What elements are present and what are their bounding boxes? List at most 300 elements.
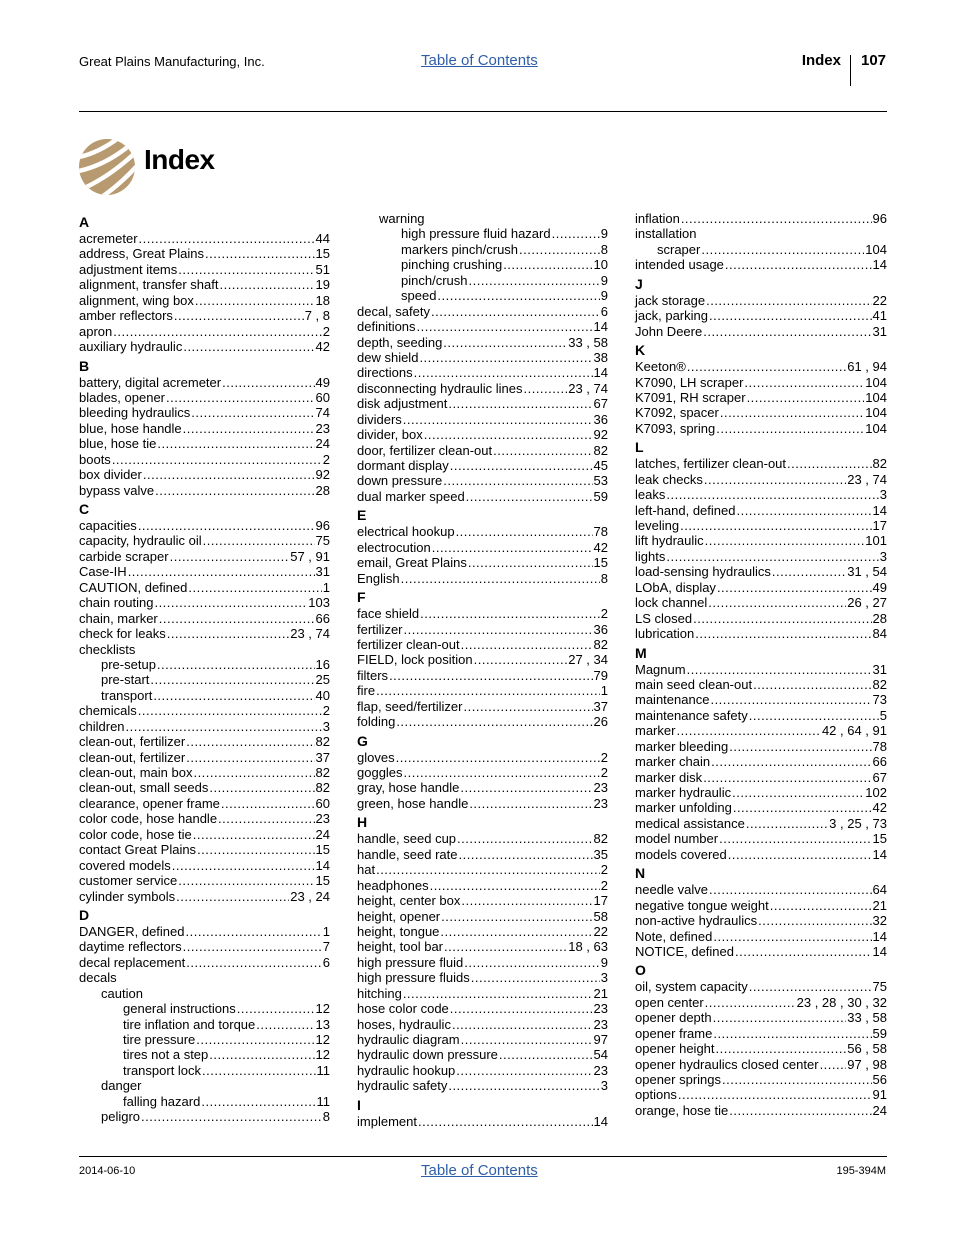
index-entry-pages[interactable]: 82 bbox=[315, 780, 330, 796]
index-entry[interactable] bbox=[635, 518, 887, 533]
index-entry[interactable] bbox=[79, 467, 330, 482]
index-entry[interactable] bbox=[79, 324, 330, 339]
toc-link-header[interactable]: Table of Contents bbox=[421, 52, 538, 69]
index-entry[interactable] bbox=[635, 754, 887, 769]
index-entry-pages[interactable]: 3 bbox=[600, 1078, 608, 1094]
index-entry-pages[interactable]: 3 bbox=[879, 548, 887, 564]
index-entry-pages[interactable]: 12 bbox=[315, 1032, 330, 1047]
index-entry[interactable] bbox=[79, 595, 330, 610]
index-entry-pages[interactable]: 54 bbox=[593, 1047, 608, 1063]
index-entry[interactable] bbox=[635, 421, 887, 436]
index-entry[interactable] bbox=[635, 1057, 887, 1072]
index-entry[interactable] bbox=[635, 831, 887, 846]
index-entry[interactable] bbox=[635, 785, 887, 800]
index-entry[interactable] bbox=[635, 662, 887, 677]
index-entry-pages[interactable]: 103 bbox=[308, 595, 330, 611]
index-entry[interactable] bbox=[79, 1017, 330, 1032]
index-entry[interactable] bbox=[635, 533, 887, 548]
index-entry-pages[interactable]: 23 , 28 , 30 , 32 bbox=[796, 994, 887, 1010]
index-entry[interactable] bbox=[79, 796, 330, 811]
index-entry[interactable] bbox=[79, 827, 330, 842]
index-entry-pages[interactable]: 10 bbox=[593, 257, 608, 273]
index-entry[interactable] bbox=[357, 1114, 608, 1129]
index-entry[interactable] bbox=[79, 719, 330, 734]
index-entry-pages[interactable]: 44 bbox=[315, 231, 330, 246]
index-entry-pages[interactable]: 23 , 74 bbox=[568, 380, 608, 396]
index-entry-pages[interactable]: 104 bbox=[865, 374, 887, 390]
index-entry[interactable] bbox=[635, 677, 887, 692]
index-entry-pages[interactable]: 82 bbox=[593, 636, 608, 652]
index-entry[interactable] bbox=[79, 405, 330, 420]
index-entry-pages[interactable]: 21 bbox=[593, 985, 608, 1001]
index-entry-pages[interactable]: 57 , 91 bbox=[290, 548, 330, 564]
index-entry[interactable] bbox=[79, 518, 330, 533]
index-entry[interactable] bbox=[79, 1032, 330, 1047]
index-entry-pages[interactable]: 58 bbox=[593, 908, 608, 924]
index-entry-pages[interactable]: 59 bbox=[872, 1025, 887, 1041]
toc-link-footer[interactable]: Table of Contents bbox=[421, 1162, 538, 1179]
index-entry-pages[interactable]: 14 bbox=[872, 846, 887, 862]
index-entry-pages[interactable]: 67 bbox=[872, 769, 887, 785]
index-entry-pages[interactable]: 6 bbox=[322, 954, 330, 970]
index-entry-pages[interactable]: 23 , 74 bbox=[847, 471, 887, 487]
index-entry[interactable] bbox=[357, 970, 608, 985]
index-entry-pages[interactable]: 15 bbox=[315, 246, 330, 262]
index-entry-pages[interactable]: 14 bbox=[872, 943, 887, 959]
index-entry[interactable] bbox=[79, 955, 330, 970]
index-entry-pages[interactable]: 97 bbox=[593, 1032, 608, 1047]
index-entry[interactable] bbox=[635, 1087, 887, 1102]
index-entry-pages[interactable]: 66 bbox=[315, 610, 330, 626]
index-entry[interactable] bbox=[79, 765, 330, 780]
index-entry-pages[interactable]: 82 bbox=[315, 765, 330, 780]
index-entry-pages[interactable]: 24 bbox=[872, 1102, 887, 1118]
index-entry-pages[interactable]: 7 , 8 bbox=[304, 308, 330, 324]
index-entry-pages[interactable]: 2 bbox=[322, 451, 330, 467]
index-entry[interactable] bbox=[357, 350, 608, 365]
index-entry-pages[interactable]: 23 bbox=[593, 795, 608, 811]
index-entry-pages[interactable]: 96 bbox=[872, 211, 887, 226]
index-entry-pages[interactable]: 2 bbox=[600, 765, 608, 780]
index-entry[interactable] bbox=[635, 549, 887, 564]
index-entry[interactable] bbox=[357, 571, 608, 586]
index-entry[interactable] bbox=[357, 878, 608, 893]
index-entry[interactable] bbox=[79, 1001, 330, 1016]
index-entry-pages[interactable]: 23 bbox=[315, 811, 330, 827]
index-entry[interactable] bbox=[357, 257, 608, 272]
index-entry[interactable] bbox=[635, 1026, 887, 1041]
index-entry[interactable] bbox=[357, 555, 608, 570]
index-entry[interactable] bbox=[635, 293, 887, 308]
index-entry-pages[interactable]: 96 bbox=[315, 518, 330, 533]
index-entry[interactable] bbox=[635, 723, 887, 738]
index-entry-pages[interactable]: 97 , 98 bbox=[847, 1056, 887, 1072]
index-entry-pages[interactable]: 11 bbox=[316, 1093, 330, 1109]
index-entry-pages[interactable]: 7 bbox=[322, 939, 330, 955]
index-entry-pages[interactable]: 23 bbox=[315, 420, 330, 436]
index-entry-pages[interactable]: 92 bbox=[315, 467, 330, 483]
index-entry-pages[interactable]: 15 bbox=[593, 555, 608, 571]
index-entry-pages[interactable]: 14 bbox=[593, 319, 608, 335]
index-entry[interactable] bbox=[635, 1072, 887, 1087]
index-entry[interactable] bbox=[357, 909, 608, 924]
index-entry-pages[interactable]: 92 bbox=[593, 427, 608, 443]
index-entry[interactable] bbox=[635, 405, 887, 420]
index-entry[interactable] bbox=[79, 924, 330, 939]
index-entry-pages[interactable]: 1 bbox=[322, 579, 330, 595]
index-entry[interactable] bbox=[79, 293, 330, 308]
index-entry[interactable] bbox=[79, 672, 330, 687]
index-entry-pages[interactable]: 14 bbox=[315, 857, 330, 873]
index-entry[interactable] bbox=[635, 487, 887, 502]
index-entry-pages[interactable]: 15 bbox=[872, 831, 887, 847]
index-entry[interactable] bbox=[357, 765, 608, 780]
index-entry[interactable] bbox=[357, 1078, 608, 1093]
index-entry-pages[interactable]: 18 bbox=[315, 292, 330, 308]
index-entry-pages[interactable]: 42 bbox=[872, 800, 887, 816]
index-entry[interactable] bbox=[79, 611, 330, 626]
index-entry[interactable] bbox=[357, 412, 608, 427]
index-entry-pages[interactable]: 60 bbox=[315, 795, 330, 811]
index-entry-pages[interactable]: 32 bbox=[872, 913, 887, 929]
index-entry-pages[interactable]: 18 , 63 bbox=[568, 939, 608, 955]
index-entry[interactable] bbox=[79, 339, 330, 354]
index-entry-pages[interactable]: 64 bbox=[872, 882, 887, 898]
index-entry[interactable] bbox=[79, 939, 330, 954]
index-entry-pages[interactable]: 15 bbox=[315, 842, 330, 858]
index-entry[interactable] bbox=[357, 489, 608, 504]
index-entry-pages[interactable]: 41 bbox=[872, 308, 887, 324]
index-entry[interactable] bbox=[635, 708, 887, 723]
index-entry[interactable] bbox=[79, 1047, 330, 1062]
index-entry[interactable] bbox=[635, 770, 887, 785]
index-entry-pages[interactable]: 16 bbox=[315, 656, 330, 672]
index-entry[interactable] bbox=[635, 595, 887, 610]
index-entry[interactable] bbox=[79, 580, 330, 595]
index-entry-pages[interactable]: 3 bbox=[879, 487, 887, 503]
index-entry[interactable] bbox=[79, 889, 330, 904]
index-entry-pages[interactable]: 14 bbox=[593, 365, 608, 381]
index-entry[interactable] bbox=[635, 503, 887, 518]
index-entry-pages[interactable]: 13 bbox=[315, 1016, 330, 1032]
index-entry[interactable] bbox=[635, 308, 887, 323]
index-entry[interactable] bbox=[357, 862, 608, 877]
index-entry-pages[interactable]: 37 bbox=[315, 749, 330, 765]
index-entry-pages[interactable]: 91 bbox=[872, 1087, 887, 1103]
index-entry[interactable] bbox=[79, 483, 330, 498]
index-entry-pages[interactable]: 23 , 24 bbox=[290, 888, 330, 904]
index-entry-pages[interactable]: 23 , 74 bbox=[290, 626, 330, 642]
index-entry[interactable] bbox=[79, 533, 330, 548]
index-entry-pages[interactable]: 23 bbox=[593, 1062, 608, 1078]
index-entry[interactable] bbox=[357, 319, 608, 334]
index-entry-pages[interactable]: 42 , 64 , 91 bbox=[821, 723, 887, 739]
index-entry-pages[interactable]: 31 bbox=[872, 323, 887, 339]
index-entry-pages[interactable]: 56 bbox=[872, 1072, 887, 1087]
index-entry-pages[interactable]: 66 bbox=[872, 754, 887, 770]
index-entry-pages[interactable]: 82 bbox=[593, 831, 608, 847]
index-entry-pages[interactable]: 40 bbox=[315, 687, 330, 703]
index-entry-pages[interactable]: 75 bbox=[872, 979, 887, 995]
index-entry-pages[interactable]: 23 bbox=[593, 1001, 608, 1017]
index-entry-pages[interactable]: 82 bbox=[315, 734, 330, 750]
index-entry[interactable] bbox=[79, 277, 330, 292]
index-entry-pages[interactable]: 12 bbox=[315, 1047, 330, 1063]
index-entry-pages[interactable]: 37 bbox=[593, 698, 608, 714]
index-entry[interactable] bbox=[357, 683, 608, 698]
index-entry[interactable] bbox=[357, 955, 608, 970]
index-entry[interactable] bbox=[79, 390, 330, 405]
index-entry[interactable] bbox=[357, 1001, 608, 1016]
index-entry-pages[interactable]: 24 bbox=[315, 826, 330, 842]
index-entry-pages[interactable]: 2 bbox=[322, 703, 330, 719]
index-entry[interactable] bbox=[79, 421, 330, 436]
index-entry-pages[interactable]: 49 bbox=[315, 374, 330, 390]
index-entry[interactable] bbox=[79, 436, 330, 451]
index-entry[interactable] bbox=[357, 780, 608, 795]
index-entry-pages[interactable]: 36 bbox=[593, 621, 608, 637]
index-entry-pages[interactable]: 82 bbox=[872, 456, 887, 472]
index-entry-pages[interactable]: 22 bbox=[593, 923, 608, 939]
index-entry[interactable] bbox=[357, 847, 608, 862]
index-entry-pages[interactable]: 2 bbox=[322, 323, 330, 339]
index-entry[interactable] bbox=[357, 242, 608, 257]
index-entry[interactable] bbox=[79, 734, 330, 749]
index-entry[interactable] bbox=[79, 1063, 330, 1078]
index-entry[interactable] bbox=[357, 986, 608, 1001]
index-entry[interactable] bbox=[79, 308, 330, 323]
index-entry[interactable] bbox=[357, 443, 608, 458]
index-entry-pages[interactable]: 9 bbox=[600, 272, 608, 288]
index-entry[interactable] bbox=[79, 626, 330, 641]
index-entry[interactable] bbox=[79, 873, 330, 888]
index-entry[interactable] bbox=[357, 1017, 608, 1032]
index-entry[interactable] bbox=[79, 858, 330, 873]
index-entry[interactable] bbox=[79, 564, 330, 579]
index-entry-pages[interactable]: 6 bbox=[600, 303, 608, 319]
index-entry[interactable] bbox=[635, 359, 887, 374]
index-entry-pages[interactable]: 8 bbox=[322, 1109, 330, 1125]
index-entry[interactable] bbox=[357, 622, 608, 637]
index-entry[interactable] bbox=[635, 564, 887, 579]
index-entry[interactable] bbox=[635, 913, 887, 928]
index-entry-pages[interactable]: 104 bbox=[865, 405, 887, 421]
index-entry-pages[interactable]: 53 bbox=[593, 473, 608, 489]
index-entry-pages[interactable]: 23 bbox=[593, 780, 608, 796]
index-entry-pages[interactable]: 23 bbox=[593, 1016, 608, 1032]
index-entry-pages[interactable]: 61 , 94 bbox=[847, 359, 887, 375]
index-entry[interactable] bbox=[357, 750, 608, 765]
index-entry-pages[interactable]: 51 bbox=[315, 261, 330, 277]
index-entry[interactable] bbox=[79, 452, 330, 467]
index-entry[interactable] bbox=[79, 750, 330, 765]
index-entry[interactable] bbox=[357, 637, 608, 652]
index-entry[interactable] bbox=[635, 800, 887, 815]
index-entry-pages[interactable]: 5 bbox=[879, 707, 887, 723]
index-entry[interactable] bbox=[357, 1063, 608, 1078]
index-entry-pages[interactable]: 9 bbox=[600, 954, 608, 970]
index-entry-pages[interactable]: 3 bbox=[322, 718, 330, 734]
index-entry-pages[interactable]: 31 bbox=[872, 661, 887, 677]
index-entry-pages[interactable]: 14 bbox=[872, 928, 887, 944]
index-entry[interactable] bbox=[357, 606, 608, 621]
index-entry-pages[interactable]: 104 bbox=[865, 420, 887, 436]
index-entry[interactable] bbox=[635, 390, 887, 405]
index-entry[interactable] bbox=[357, 427, 608, 442]
index-entry[interactable] bbox=[357, 226, 608, 241]
index-entry-pages[interactable]: 78 bbox=[872, 738, 887, 754]
index-entry-pages[interactable]: 42 bbox=[593, 539, 608, 555]
index-entry[interactable] bbox=[635, 1010, 887, 1025]
index-entry[interactable] bbox=[357, 458, 608, 473]
index-entry[interactable] bbox=[635, 979, 887, 994]
index-entry[interactable] bbox=[79, 549, 330, 564]
index-entry[interactable] bbox=[635, 611, 887, 626]
index-entry[interactable] bbox=[357, 381, 608, 396]
index-entry[interactable] bbox=[357, 524, 608, 539]
index-entry[interactable] bbox=[357, 365, 608, 380]
index-entry-pages[interactable]: 1 bbox=[322, 923, 330, 939]
index-entry[interactable] bbox=[635, 816, 887, 831]
index-entry-pages[interactable]: 73 bbox=[872, 692, 887, 708]
index-entry-pages[interactable]: 67 bbox=[593, 396, 608, 412]
index-entry[interactable] bbox=[357, 939, 608, 954]
index-entry-pages[interactable]: 33 , 58 bbox=[847, 1010, 887, 1026]
index-entry-pages[interactable]: 38 bbox=[593, 349, 608, 365]
index-entry-pages[interactable]: 12 bbox=[315, 1001, 330, 1017]
index-entry-pages[interactable]: 8 bbox=[600, 241, 608, 257]
index-entry[interactable] bbox=[357, 540, 608, 555]
index-entry[interactable] bbox=[357, 714, 608, 729]
index-entry-pages[interactable]: 2 bbox=[600, 606, 608, 622]
index-entry-pages[interactable]: 17 bbox=[872, 518, 887, 533]
index-entry[interactable] bbox=[357, 668, 608, 683]
index-entry-pages[interactable]: 79 bbox=[593, 667, 608, 683]
index-entry-pages[interactable]: 27 , 34 bbox=[568, 652, 608, 668]
index-entry-pages[interactable]: 2 bbox=[600, 749, 608, 765]
index-entry-pages[interactable]: 28 bbox=[315, 482, 330, 498]
index-entry[interactable] bbox=[357, 1032, 608, 1047]
index-entry[interactable] bbox=[79, 703, 330, 718]
index-entry[interactable] bbox=[357, 831, 608, 846]
index-entry[interactable] bbox=[635, 944, 887, 959]
index-entry[interactable] bbox=[79, 262, 330, 277]
index-entry[interactable] bbox=[357, 473, 608, 488]
index-entry-pages[interactable]: 26 , 27 bbox=[847, 595, 887, 611]
index-entry[interactable] bbox=[357, 699, 608, 714]
index-entry[interactable] bbox=[357, 924, 608, 939]
index-entry-pages[interactable]: 8 bbox=[600, 570, 608, 586]
index-entry-pages[interactable]: 74 bbox=[315, 405, 330, 421]
index-entry[interactable] bbox=[357, 652, 608, 667]
index-entry[interactable] bbox=[357, 1047, 608, 1062]
index-entry-pages[interactable]: 56 , 58 bbox=[847, 1041, 887, 1057]
index-entry-pages[interactable]: 42 bbox=[315, 339, 330, 355]
index-entry-pages[interactable]: 49 bbox=[872, 579, 887, 595]
index-entry[interactable] bbox=[635, 242, 887, 257]
index-entry[interactable] bbox=[635, 692, 887, 707]
index-entry[interactable] bbox=[79, 246, 330, 261]
index-entry[interactable] bbox=[357, 335, 608, 350]
index-entry-pages[interactable]: 75 bbox=[315, 533, 330, 549]
index-entry[interactable] bbox=[635, 211, 887, 226]
index-entry[interactable] bbox=[79, 1094, 330, 1109]
index-entry-pages[interactable]: 104 bbox=[865, 241, 887, 257]
index-entry-pages[interactable]: 1 bbox=[600, 683, 608, 699]
index-entry[interactable] bbox=[635, 929, 887, 944]
index-entry[interactable] bbox=[635, 898, 887, 913]
index-entry-pages[interactable]: 15 bbox=[315, 873, 330, 889]
index-entry[interactable] bbox=[79, 657, 330, 672]
index-entry[interactable] bbox=[635, 580, 887, 595]
index-entry-pages[interactable]: 78 bbox=[593, 524, 608, 540]
index-entry-pages[interactable]: 26 bbox=[593, 714, 608, 730]
index-entry-pages[interactable]: 31 bbox=[315, 564, 330, 580]
index-entry-pages[interactable]: 104 bbox=[865, 389, 887, 405]
index-entry[interactable] bbox=[635, 324, 887, 339]
index-entry[interactable] bbox=[79, 1109, 330, 1124]
index-entry[interactable] bbox=[357, 304, 608, 319]
index-entry[interactable] bbox=[635, 847, 887, 862]
index-entry-pages[interactable]: 25 bbox=[315, 672, 330, 688]
index-entry-pages[interactable]: 22 bbox=[872, 292, 887, 308]
index-entry-pages[interactable]: 33 , 58 bbox=[568, 334, 608, 350]
index-entry-pages[interactable]: 9 bbox=[600, 226, 608, 242]
index-entry-pages[interactable]: 21 bbox=[872, 897, 887, 913]
index-entry-pages[interactable]: 35 bbox=[593, 846, 608, 862]
index-entry-pages[interactable]: 28 bbox=[872, 610, 887, 626]
index-entry-pages[interactable]: 14 bbox=[593, 1113, 608, 1129]
index-entry[interactable] bbox=[79, 811, 330, 826]
index-entry[interactable] bbox=[635, 375, 887, 390]
index-entry-pages[interactable]: 14 bbox=[872, 502, 887, 518]
index-entry[interactable] bbox=[635, 456, 887, 471]
index-entry-pages[interactable]: 60 bbox=[315, 389, 330, 405]
index-entry-pages[interactable]: 17 bbox=[593, 893, 608, 909]
index-entry[interactable] bbox=[635, 472, 887, 487]
index-entry-pages[interactable]: 3 , 25 , 73 bbox=[829, 815, 887, 831]
index-entry-pages[interactable]: 82 bbox=[872, 676, 887, 692]
index-entry-pages[interactable]: 14 bbox=[872, 257, 887, 273]
index-entry[interactable] bbox=[357, 893, 608, 908]
index-entry[interactable] bbox=[357, 288, 608, 303]
index-entry-pages[interactable]: 82 bbox=[593, 442, 608, 458]
index-entry[interactable] bbox=[635, 995, 887, 1010]
index-entry[interactable] bbox=[79, 842, 330, 857]
index-entry[interactable] bbox=[79, 688, 330, 703]
index-entry[interactable] bbox=[79, 375, 330, 390]
index-entry-pages[interactable]: 19 bbox=[315, 277, 330, 293]
index-entry-pages[interactable]: 59 bbox=[593, 488, 608, 504]
index-entry[interactable] bbox=[79, 231, 330, 246]
index-entry[interactable] bbox=[635, 739, 887, 754]
index-entry[interactable] bbox=[357, 796, 608, 811]
index-entry[interactable] bbox=[635, 882, 887, 897]
index-entry-pages[interactable]: 24 bbox=[315, 436, 330, 452]
index-entry[interactable] bbox=[357, 396, 608, 411]
index-entry[interactable] bbox=[79, 780, 330, 795]
index-entry-pages[interactable]: 9 bbox=[600, 288, 608, 304]
index-entry-pages[interactable]: 101 bbox=[865, 533, 887, 549]
index-entry[interactable] bbox=[635, 626, 887, 641]
index-entry-pages[interactable]: 31 , 54 bbox=[847, 564, 887, 580]
index-entry[interactable] bbox=[635, 257, 887, 272]
index-entry[interactable] bbox=[635, 1103, 887, 1118]
index-entry-pages[interactable]: 3 bbox=[600, 970, 608, 986]
index-entry-pages[interactable]: 36 bbox=[593, 411, 608, 427]
index-entry-pages[interactable]: 11 bbox=[316, 1062, 330, 1078]
index-entry-pages[interactable]: 102 bbox=[865, 785, 887, 800]
